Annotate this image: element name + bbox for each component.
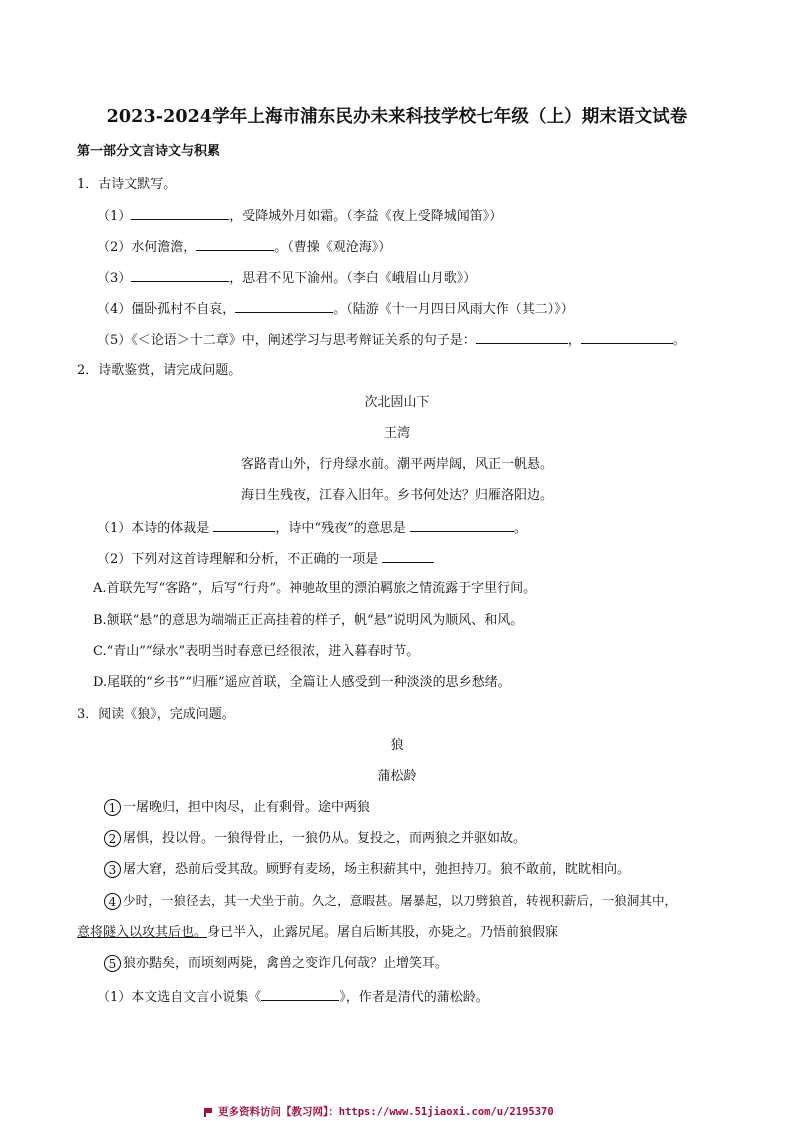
para-text: 一屠晚归，担中肉尽，止有剩骨。途中两狼 [123,800,371,815]
q1-item-3-pre: （3） [97,271,132,286]
q3-sub1-a: （1）本文选自文言小说集《 [97,990,262,1005]
para-text: 身已半入，止露尻尾。屠自后断其股，亦毙之。乃悟前狼假寐 [207,925,559,940]
para-4 [104,892,677,910]
option-b: B.颔联“悬”的意思为端端正正高挂着的样子，帆“悬”说明风为顺风、和风。 [93,613,524,628]
answer-blank[interactable] [476,330,568,344]
q1-item-5 [97,330,686,350]
answer-blank[interactable] [131,268,229,282]
q2-sub1-a: （1）本诗的体裁是 [97,521,210,536]
q2-sub1-b: ，诗中“残夜”的意思是 [275,521,406,536]
para-3 [104,861,630,879]
para-2 [104,830,526,848]
q1-item-5-mid: ， [567,333,581,348]
para-number: 1 [104,799,121,816]
poem-title: 次北固山下 [364,395,430,410]
para-number: 3 [104,861,121,878]
poem-line-1: 客路青山外，行舟绿水前。潮平两岸阔，风正一帆悬。 [240,457,553,472]
section-heading: 第一部分文言诗文与积累 [77,144,221,159]
q1-item-4-pre: （4）僵卧孤村不自哀， [97,302,236,317]
para-number: 2 [104,830,121,847]
footer-text: 更多资料访问【教习网】：https://www.51jiaoxi.com/u/2195370 [218,1106,554,1118]
para-number: 5 [104,955,121,972]
q1-item-5-pre: （5）《＜论语＞十二章》中，阐述学习与思考辩证关系的句子是： [97,333,476,348]
answer-blank[interactable] [235,299,333,313]
answer-blank[interactable] [261,987,339,1001]
para-1 [104,799,370,817]
q1-item-2-pre: （2）水何澹澹， [97,240,197,255]
poem-line-2: 海日生残夜，江春入旧年。乡书何处达？归雁洛阳边。 [240,488,553,503]
para-text: 屠惧，投以骨。一狼得骨止，一狼仍从。复投之，而两狼之并驱如故。 [123,831,527,846]
q1-item-2 [97,237,391,257]
underlined-sentence: 意将隧入以攻其后也。 [77,925,208,940]
q1-item-1-pre: （1） [97,209,132,224]
q1-item-3 [97,268,476,288]
answer-blank[interactable] [382,549,434,563]
para-4-cont [77,924,558,942]
q2-sub2-text: （2）下列对这首诗理解和分析，不正确的一项是 [97,552,379,567]
page-title: 2023-2024学年上海市浦东民办未来科技学校七年级（上）期末语文试卷 [106,107,688,127]
para-text: 少时，一狼径去，其一犬坐于前。久之，意暇甚。屠暴起，以刀劈狼首，转视积薪后，一狼洞其中， [123,893,678,908]
option-d: D.尾联的“乡书”“归雁”遥应首联，全篇让人感受到一种淡淡的思乡愁绪。 [93,675,511,690]
para-5 [104,955,448,973]
q2-sub2 [97,549,434,569]
option-c: C.“青山”“绿水”表明当时春意已经很浓，进入暮春时节。 [93,644,420,659]
q1-item-3-post: ，思君不见下渝州。（李白《峨眉山月歌》） [229,271,477,286]
q2-sub1-c: 。 [513,521,527,536]
q2-sub1 [97,518,527,538]
q3-sub1 [97,987,489,1007]
answer-blank[interactable] [581,330,673,344]
flag-icon [204,1108,214,1117]
q1-item-2-post: 。（曹操《观沧海》） [274,240,392,255]
option-a: A.首联先写“客路”，后写“行舟”。神驰故里的漂泊羁旅之情流露于字里行间。 [93,581,537,596]
answer-blank[interactable] [213,518,275,532]
para-text: 屠大窘，恐前后受其敌。顾野有麦场，场主积薪其中，弛担持刀。狼不敢前，眈眈相向。 [123,862,631,877]
q3-stem: 3．阅读《狼》，完成问题。 [77,707,235,722]
answer-blank[interactable] [196,237,274,251]
q1-item-5-post: 。 [672,333,686,348]
footer-link[interactable] [204,1104,554,1119]
answer-blank[interactable] [131,206,229,220]
q1-item-4-post: 。（陆游《十一月四日风雨大作（其二）》） [333,302,574,317]
answer-blank[interactable] [410,518,514,532]
para-number: 4 [104,893,121,910]
q3-sub1-b: 》，作者是清代的蒲松龄。 [339,990,489,1005]
para-text: 狼亦黠矣，而顷刻两毙，禽兽之变诈几何哉？止增笑耳。 [123,956,449,971]
q1-item-1-post: ，受降城外月如霜。（李益《夜上受降城闻笛》） [229,209,503,224]
q1-item-4 [97,299,574,319]
q1-stem: 1．古诗文默写。 [77,177,177,192]
q2-stem: 2．诗歌鉴赏，请完成问题。 [77,363,242,378]
text-author: 蒲松龄 [377,769,417,784]
poem-author: 王湾 [383,426,410,441]
text-title: 狼 [390,738,404,753]
q1-item-1 [97,206,502,226]
